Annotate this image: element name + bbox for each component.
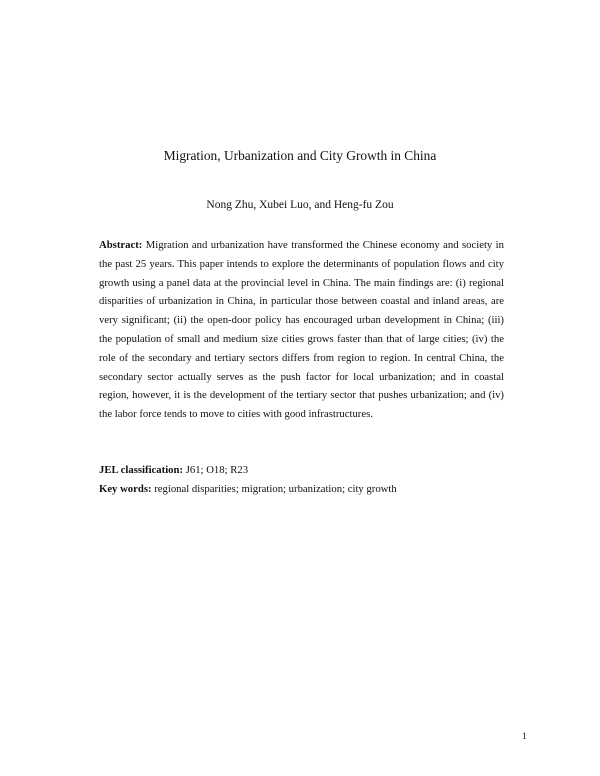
keywords-label: Key words: <box>99 483 152 495</box>
keywords-text: regional disparities; migration; urbanization; city growth <box>154 483 397 495</box>
page-number: 1 <box>522 732 527 742</box>
paper-title: Migration, Urbanization and City Growth in China <box>163 148 437 163</box>
abstract-label: Abstract: <box>99 239 143 251</box>
jel-codes: J61; O18; R23 <box>185 464 249 476</box>
abstract-paragraph <box>99 236 504 424</box>
jel-label: JEL classification: <box>99 464 184 476</box>
jel-classification <box>99 461 504 480</box>
paper-authors: Nong Zhu, Xubei Luo, and Heng-fu Zou <box>206 199 394 211</box>
abstract-text: Migration and urbanization have transformed the Chinese economy and society in the past 25 years. This paper intends to explore the determinants of population flows and city growth using a panel data at the provincial level in China. The main findings are: (i) regional disparities of urbanization in China, in particular those between coastal and inland areas, are very significant; (ii) the open-door policy has encouraged urban development in China; (iii) the population of small and medium size cities grows faster than that of large cities; (iv) the role of the secondary and tertiary sectors differs from region to region. In central China, the secondary sector actually serves as the push factor for local urbanization; and in coastal region, however, it is the development of the tertiary sector that pushes urbanization; and (iv) the labor force tends to move to cities with good infrastructures. <box>99 239 504 421</box>
keywords <box>99 480 504 499</box>
